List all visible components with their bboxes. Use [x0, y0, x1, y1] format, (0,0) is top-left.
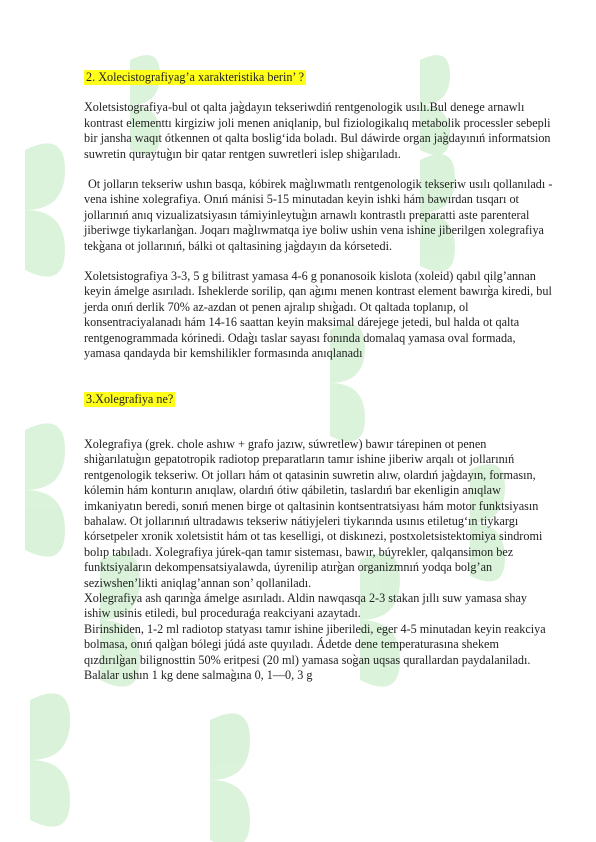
document-body: [84, 70, 554, 683]
section-2-paragraph-1: Xoletsistografiya-bul ot qalta jag̀dayın tekseriwdiń rentgenologik usılı.Bul denege arnawlı kontrast elementtı kirgiziw joli menen aniqlanip, bul fiziologikalıq metabolik processler sebepli bir jansha waqıt ótkennen ot qalta bosligʻida boladı. Bul dáwirde organ jag̀dayınıń informatsion suwretin quraytug̀ın bir qatar rentgen suwretleri islep shig̀arıladı.: [84, 100, 551, 161]
section-2-heading: 2. Xolecistografiyag’a xarakteristika berin’ ?: [86, 70, 305, 84]
watermark-mark: [30, 693, 70, 826]
section-3-paragraph-2: Xolegrafiya ash qarıng̀a ámelge asırıladı. Aldin nawqasqa 2-3 stakan jıllı suw yamasa shay ishiw usinis etiledi, bul proceduraǵa reakciyani azaytadı.: [84, 590, 528, 621]
section-3-paragraph-1: Xolegrafiya (grek. chole ashıw + grafo jazıw, súwretlew) bawır tárepinen ot penen shig̀arılatug̀ın gepatotropik radiotop preparatların tamır ishine jiberiw arqalı ot jollarınıń rentgenologik tekseriw. Ot jolları hám ot qatasinin suwretin alıw, olardıń jag̀dayın, formasın, kólemin hám konturın anıqlaw, olardıń ótiw qábiletin, taslardıń bar ekenligin anıqlaw imkaniyatın beredi, sonıń menen birge ot qaltasinin kontsentratsiyası hám motor funktsiyasın bahalaw. Ot jollarınıń ultradawıs tekseriw nátiyjeleri tiykarında usınıs etiletugʻın tiykargı kórsetpeler xronik xoletsistit hám ot tas keselligi, ot diskınezi, postxoletsistektomiya sindromi bolıp tabıladı. Xolegrafiya júrek-qan tamır sisteması, bawır, búyrekler, qalqansimon bez funktsiyaların dekompensatsiyalawda, úyrenilip atırg̀an organizmnıń yodqa bolg’an seziwshen’likti aniqlag’annan son’ qollaniladı.: [84, 436, 543, 590]
watermark-mark: [25, 143, 65, 276]
watermark-mark: [25, 423, 65, 556]
section-3-heading: 3.Xolegrafiya ne?: [86, 391, 174, 406]
section-2-paragraph-2: Ot jolların tekseriw ushın basqa, kóbirek mag̀lıwmatlı rentgenologik tekseriw usılı qollanıladı - vena ishine xolegrafiya. Onıń mánisi 5-15 minutadan keyin ishki hám bawırdan tısqarı ot jollarınıń anıq vizualizatsiyasın támiyinleytug̀ın arnawlı kontrastlı preparatti aste parenteral jiberiwge tiykarlang̀an. Joqarı mag̀lıwmatqa iye boliw ushin vena ishine jiberilgen xolegrafiya tekg̀ana ot jollarınıń, bálki ot qaltasining jag̀dayın da kórsetedi.: [84, 177, 553, 253]
section-3-paragraph-3: Birinshiden, 1-2 ml radiotop statyası tamır ishine jiberiledi, eger 4-5 minutadan keyin reakciya bolmasa, onıń qalg̀an bólegi júdá aste quyıladı. Ádetde dene temperaturasına shekem qızdırılg̀an bilignosttin 50% eritpesi (20 ml) yamasa sog̀an uqsas qurallardan paydalaniladı. Balalar ushın 1 kg dene salmag̀ına 0, 1—0, 3 g: [84, 621, 546, 682]
section-2-paragraph-3: Xoletsistografiya 3-3, 5 g bilitrast yamasa 4-6 g ponanosoik kislota (xoleid) qabıl qilg’annan keyin ámelge asırıladı. Isheklerde sorilip, qan ag̀ımı menen kontrast element bawırg̀a kiredi, bul jerda onıń derlik 70% az-azdan ot penen ajralıp shıg̀adı. Ot qaltada toplanıp, ol konsentraciyalanadı hám 14-16 saattan keyin maksimal dárejege jetedi, bul halda ot qalta rentgenogrammada kórinedi. Odag̀ı taslar sayası fonında domalaq yamasa oval formada, yamasa qandayda bir kemshilikler formasında anıqlanadı: [84, 269, 552, 361]
watermark-mark: [210, 713, 250, 842]
